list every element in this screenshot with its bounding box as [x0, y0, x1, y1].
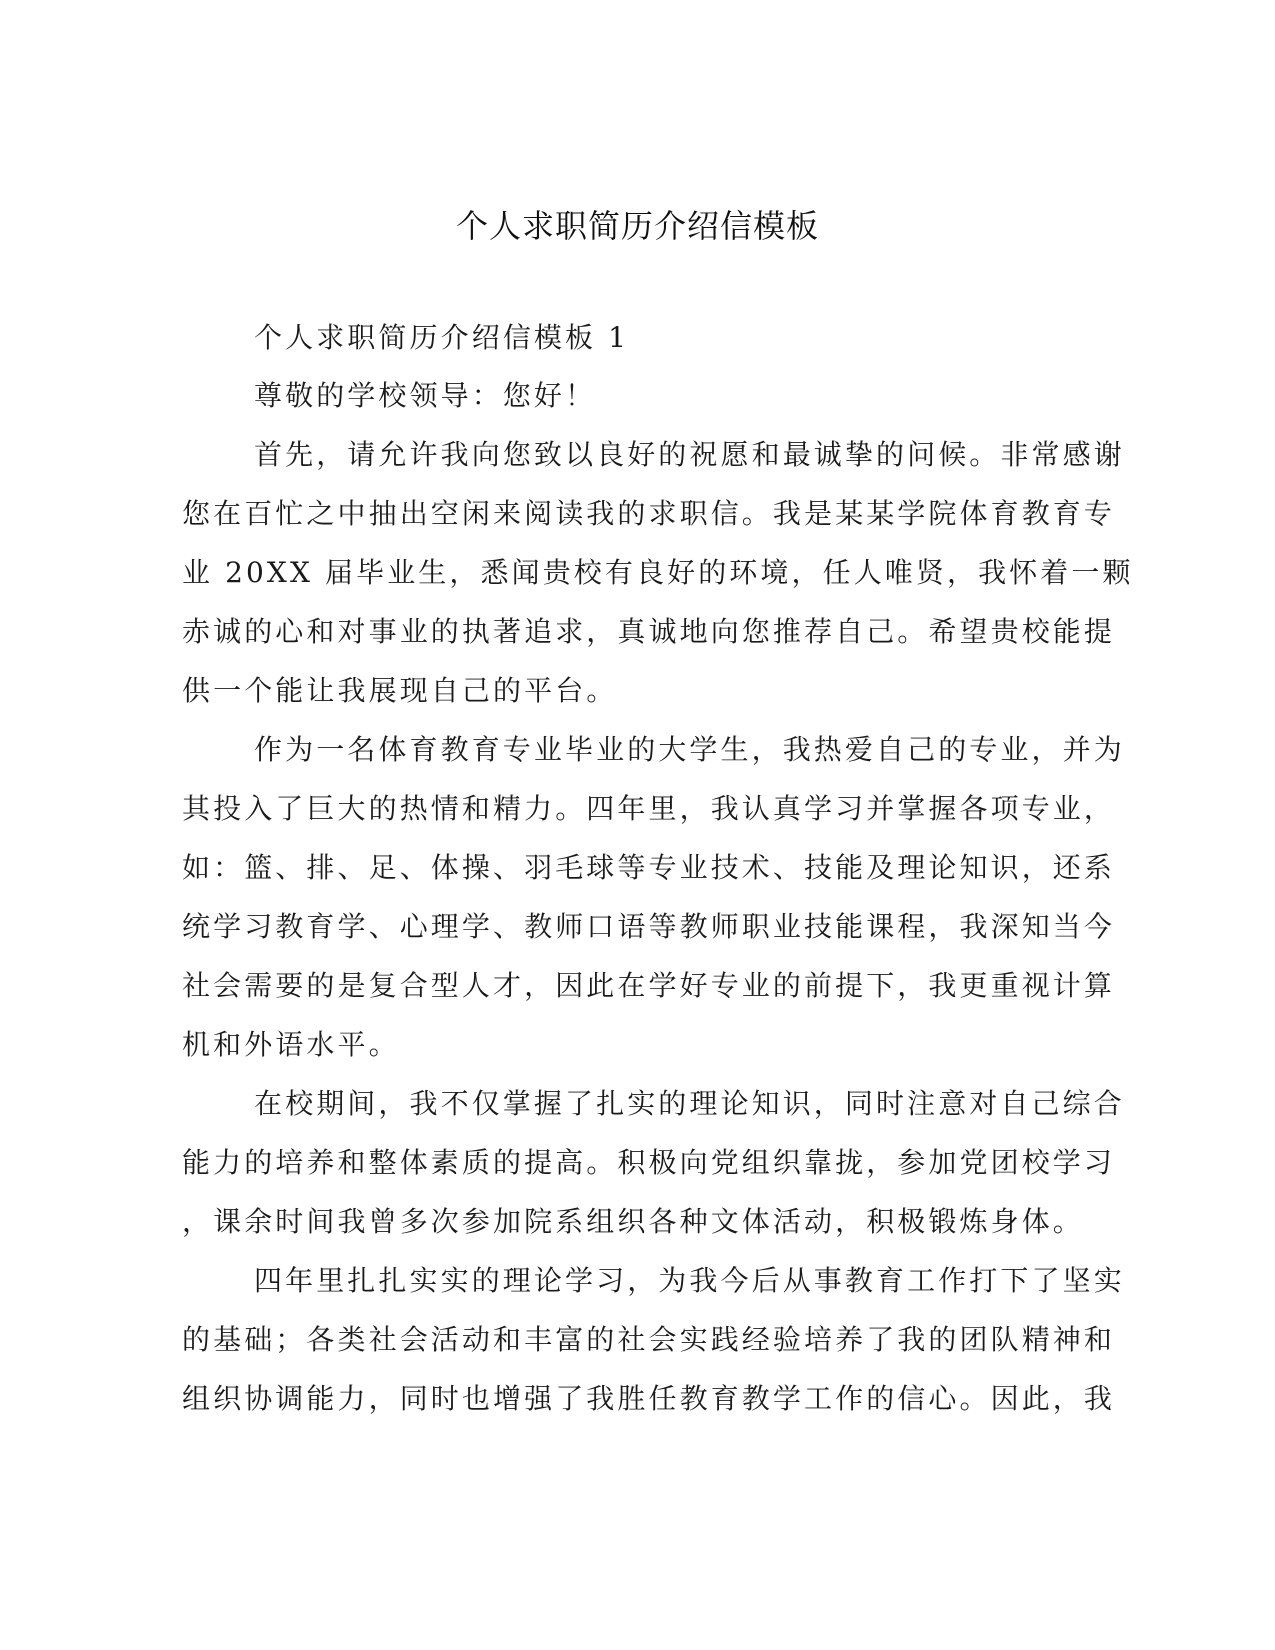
paragraph-line: 业 20XX 届毕业生，悉闻贵校有良好的环境，任人唯贤，我怀着一颗 — [182, 556, 1134, 589]
paragraph-line: 在校期间，我不仅掌握了扎实的理论知识，同时注意对自己综合 — [254, 1087, 1125, 1120]
paragraph-line: 如：篮、排、足、体操、羽毛球等专业技术、技能及理论知识，还系 — [182, 851, 1116, 884]
paragraph-line: 首先，请允许我向您致以良好的祝愿和最诚挚的问候。非常感谢 — [254, 438, 1125, 471]
paragraph-line: 机和外语水平。 — [182, 1028, 400, 1061]
paragraph-line: 其投入了巨大的热情和精力。四年里，我认真学习并掌握各项专业， — [182, 792, 1116, 825]
document-title: 个人求职简历介绍信模板 — [455, 207, 819, 245]
paragraph-line: 社会需要的是复合型人才，因此在学好专业的前提下，我更重视计算 — [182, 969, 1116, 1002]
paragraph-line: 您在百忙之中抽出空闲来阅读我的求职信。我是某某学院体育教育专 — [182, 497, 1116, 530]
paragraph-line: ，课余时间我曾多次参加院系组织各种文体活动，积极锻炼身体。 — [182, 1205, 1084, 1238]
salutation: 尊敬的学校领导：您好！ — [254, 379, 597, 412]
paragraph-line: 能力的培养和整体素质的提高。积极向党组织靠拢，参加党团校学习 — [182, 1146, 1116, 1179]
paragraph-line: 四年里扎扎实实的理论学习，为我今后从事教育工作打下了坚实 — [254, 1264, 1125, 1297]
paragraph-line: 统学习教育学、心理学、教师口语等教师职业技能课程，我深知当今 — [182, 910, 1116, 943]
paragraph-line: 组织协调能力，同时也增强了我胜任教育教学工作的信心。因此，我 — [182, 1382, 1116, 1415]
paragraph-line: 作为一名体育教育专业毕业的大学生，我热爱自己的专业，并为 — [254, 733, 1125, 766]
section-heading: 个人求职简历介绍信模板 1 — [254, 321, 630, 354]
paragraph-line: 赤诚的心和对事业的执著追求，真诚地向您推荐自己。希望贵校能提 — [182, 615, 1116, 648]
paragraph-line: 供一个能让我展现自己的平台。 — [182, 674, 618, 707]
paragraph-line: 的基础；各类社会活动和丰富的社会实践经验培养了我的团队精神和 — [182, 1323, 1116, 1356]
